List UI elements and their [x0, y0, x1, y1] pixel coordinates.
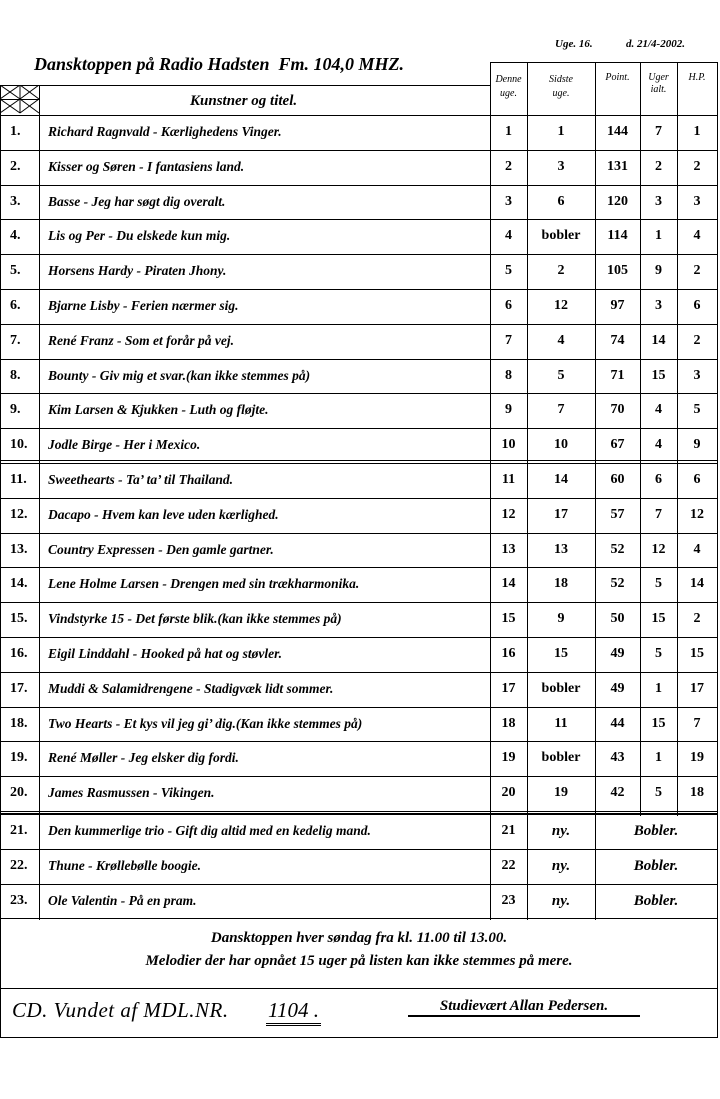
weeks-total: 1	[655, 228, 662, 244]
last-week-position: 12	[554, 298, 568, 313]
new-entry-label: ny.	[551, 857, 571, 874]
rank-number: 23.	[10, 892, 28, 908]
table-bottom-border	[0, 1037, 718, 1038]
this-week-position: 7	[505, 332, 512, 348]
song-title: Kisser og Søren - I fantasiens land.	[48, 158, 245, 174]
this-week-position: 1	[505, 124, 512, 139]
this-week-position: 5	[505, 263, 512, 279]
highest-position: 6	[693, 472, 701, 487]
row-divider	[0, 185, 718, 186]
rank-number: 13.	[10, 541, 28, 557]
this-week-position: 10	[501, 437, 516, 453]
week-label: Uge. 16.	[555, 38, 593, 50]
song-title: Muddi & Salamidrengene - Stadigvæk lidt sommer.	[48, 680, 334, 696]
weeks-total: 7	[655, 506, 662, 522]
points-value: 49	[610, 680, 625, 696]
weeks-total: 4	[655, 402, 662, 418]
row-divider	[0, 567, 718, 568]
last-week-position: 7	[557, 402, 565, 418]
points-value: 97	[610, 298, 625, 313]
points-value: 74	[610, 332, 625, 348]
row-divider	[0, 359, 718, 360]
points-value: 52	[610, 576, 625, 592]
rank-col-divider	[39, 85, 40, 920]
last-week-position: 15	[554, 646, 568, 661]
row-divider	[0, 776, 718, 777]
rank-number: 12.	[10, 506, 28, 522]
rank-number: 14.	[10, 576, 28, 592]
row-divider	[0, 324, 718, 325]
last-week-position: 6	[557, 193, 565, 209]
song-title: Den kummerlige trio - Gift dig altid med en kedelig mand.	[48, 823, 371, 838]
footer-line-2: Melodier der har opnået 15 uger på listen kan ikke stemmes på mere.	[145, 953, 573, 969]
last-week-position: 3	[557, 158, 565, 174]
last-week-position: 14	[554, 472, 568, 487]
song-title: Thune - Krøllebølle boogie.	[48, 857, 201, 873]
highest-position: 14	[690, 576, 704, 592]
this-week-position: 11	[501, 472, 516, 487]
weeks-total: 12	[651, 541, 666, 557]
weeks-total: 3	[655, 298, 662, 313]
points-value: 60	[610, 472, 625, 487]
last-week-position: 1	[557, 124, 565, 139]
weeks-total: 1	[655, 680, 662, 696]
rank-number: 11.	[10, 472, 27, 487]
this-week-position: 2	[505, 158, 512, 174]
weeks-total: 2	[655, 158, 662, 174]
rank-number: 1.	[10, 124, 21, 139]
weeks-total: 6	[655, 472, 662, 487]
highest-position: 3	[693, 367, 701, 383]
this-week-position: 8	[505, 367, 512, 383]
rank-number: 19.	[10, 750, 28, 766]
col-header-hp: H.P.	[688, 72, 706, 83]
row-divider	[0, 637, 718, 638]
points-value: 50	[610, 611, 625, 627]
last-week-position: bobler	[541, 228, 581, 244]
row-divider	[0, 219, 718, 220]
last-week-position: 4	[557, 332, 565, 348]
this-week-position: 22	[501, 857, 516, 873]
rank-number: 6.	[10, 298, 21, 313]
crossed-box-icon	[0, 85, 40, 115]
row-divider	[0, 533, 718, 534]
row-divider	[0, 393, 718, 394]
rank-number: 15.	[10, 611, 28, 627]
footer-line-1: Dansktoppen hver søndag fra kl. 11.00 til 13.00.	[210, 930, 508, 946]
rank-number: 2.	[10, 158, 21, 174]
song-title: Sweethearts - Ta’ ta’ til Thailand.	[48, 472, 234, 487]
footer-top-divider	[0, 918, 718, 919]
new-entry-label: ny.	[551, 892, 571, 909]
row-divider	[0, 849, 718, 850]
weeks-total: 14	[651, 332, 666, 348]
song-title: Eigil Linddahl - Hooked på hat og støvler.	[48, 646, 283, 661]
bubbler-status: Bobler.	[633, 823, 679, 839]
song-title: Ole Valentin - På en pram.	[48, 892, 197, 908]
highest-position: 2	[693, 158, 701, 174]
points-value: 120	[607, 193, 628, 209]
this-week-position: 15	[501, 611, 516, 627]
this-week-position: 16	[501, 646, 516, 661]
col-header-this-2: uge.	[500, 88, 517, 99]
points-value: 105	[607, 263, 628, 279]
points-value: 49	[610, 646, 625, 661]
highest-position: 15	[690, 646, 704, 661]
rank-number: 4.	[10, 228, 21, 244]
page-title: Dansktoppen på Radio Hadsten Fm. 104,0 MHZ.	[34, 54, 405, 74]
points-value: 114	[607, 228, 628, 244]
bubbler-status: Bobler.	[633, 857, 679, 874]
song-title: Jodle Birge - Her i Mexico.	[48, 437, 201, 453]
highest-position: 12	[690, 506, 704, 522]
this-week-position: 21	[501, 823, 516, 838]
song-title: René Franz - Som et forår på vej.	[48, 332, 235, 348]
this-week-position: 20	[501, 785, 516, 801]
points-value: 70	[610, 402, 625, 418]
song-title: Lis og Per - Du elskede kun mig.	[48, 228, 231, 244]
row-divider	[0, 498, 718, 499]
rank-number: 20.	[10, 785, 28, 801]
rank-number: 5.	[10, 263, 21, 279]
rank-number: 9.	[10, 402, 21, 418]
row-divider	[0, 428, 718, 429]
this-week-position: 17	[501, 680, 516, 696]
section-divider	[0, 460, 718, 461]
last-week-position: 2	[557, 263, 565, 279]
last-week-position: 5	[557, 367, 565, 383]
highest-position: 1	[693, 124, 701, 139]
highest-position: 9	[693, 437, 701, 453]
weeks-total: 4	[655, 437, 662, 453]
rank-number: 17.	[10, 680, 28, 696]
row-divider	[0, 602, 718, 603]
last-week-position: bobler	[541, 680, 581, 696]
points-value: 57	[610, 506, 625, 522]
highest-position: 17	[690, 680, 704, 696]
this-week-position: 12	[501, 506, 516, 522]
last-week-position: 13	[554, 541, 568, 557]
highest-position: 7	[693, 715, 701, 731]
points-value: 42	[610, 785, 625, 801]
col-header-last-2: uge.	[552, 88, 570, 99]
points-value: 144	[607, 124, 628, 139]
table-top-border-right	[490, 62, 718, 63]
song-title: Basse - Jeg har søgt dig overalt.	[48, 193, 226, 209]
points-value: 52	[610, 541, 625, 557]
this-week-position: 19	[501, 750, 516, 766]
highest-position: 2	[693, 611, 701, 627]
bubbler-status: Bobler.	[633, 892, 679, 909]
col-header-this-1: Denne	[495, 74, 522, 85]
rank-number: 21.	[10, 823, 28, 838]
row-divider	[0, 741, 718, 742]
col-header-points: Point.	[605, 72, 630, 83]
highest-position: 2	[693, 263, 701, 279]
highest-position: 4	[693, 541, 701, 557]
table-right-border	[717, 62, 718, 1038]
highest-position: 4	[693, 228, 701, 244]
weeks-total: 15	[651, 715, 666, 731]
highest-position: 6	[693, 298, 701, 313]
this-week-position: 4	[505, 228, 512, 244]
weeks-total: 15	[651, 611, 666, 627]
this-week-position: 18	[501, 715, 516, 731]
rank-number: 8.	[10, 367, 21, 383]
song-title: Dacapo - Hvem kan leve uden kærlighed.	[48, 506, 279, 522]
this-week-position: 14	[501, 576, 516, 592]
footer-divider	[0, 988, 718, 989]
cd-winner-number: 1104 .	[266, 998, 321, 1026]
highest-position: 2	[693, 332, 701, 348]
col-header-last-1: Sidste	[549, 74, 573, 85]
last-week-position: 19	[554, 785, 568, 801]
weeks-total: 5	[655, 646, 662, 661]
song-title: Lene Holme Larsen - Drengen med sin trækharmonika.	[48, 576, 360, 592]
song-title: Horsens Hardy - Piraten Jhony.	[48, 263, 227, 279]
table-left-border	[0, 85, 1, 1038]
song-title: Richard Ragnvald - Kærlighedens Vinger.	[48, 124, 282, 139]
this-week-position: 3	[505, 193, 512, 209]
weeks-total: 7	[655, 124, 662, 139]
song-title: James Rasmussen - Vikingen.	[48, 785, 215, 801]
row-divider	[0, 672, 718, 673]
weeks-total: 1	[655, 750, 662, 766]
points-value: 44	[610, 715, 625, 731]
points-value: 131	[607, 158, 628, 174]
row-divider	[0, 254, 718, 255]
row-divider	[0, 115, 718, 116]
song-title: Country Expressen - Den gamle gartner.	[48, 541, 274, 557]
points-value: 71	[610, 367, 625, 383]
artist-column-header: Kunstner og titel.	[190, 93, 298, 109]
row-divider	[0, 289, 718, 290]
row-divider	[0, 463, 718, 464]
last-week-position: 18	[554, 576, 568, 592]
table-top-border	[0, 85, 490, 86]
highest-position: 5	[693, 402, 701, 418]
col-header-weeks-2: ialt.	[650, 84, 667, 95]
song-title: Kim Larsen & Kjukken - Luth og fløjte.	[48, 402, 269, 418]
highest-position: 3	[693, 193, 701, 209]
this-week-position: 23	[501, 892, 516, 908]
col-header-weeks-1: Uger	[648, 72, 669, 83]
points-value: 43	[610, 750, 625, 766]
weeks-total: 5	[655, 576, 662, 592]
host-name: Studievært Allan Pedersen.	[408, 998, 640, 1017]
cd-winner-label: CD. Vundet af MDL.NR.	[12, 998, 229, 1022]
song-title: Vindstyrke 15 - Det første blik.(kan ikke stemmes på)	[48, 611, 342, 627]
last-week-position: bobler	[541, 750, 581, 766]
row-divider	[0, 884, 718, 885]
rank-number: 18.	[10, 715, 28, 731]
this-week-position: 13	[501, 541, 516, 557]
rank-number: 16.	[10, 646, 28, 661]
weeks-total: 9	[655, 263, 662, 279]
rank-number: 7.	[10, 332, 21, 348]
rank-number: 10.	[10, 437, 28, 453]
last-week-position: 9	[557, 611, 565, 627]
last-week-position: 10	[554, 437, 568, 453]
rank-number: 22.	[10, 857, 28, 873]
last-week-position: 17	[554, 506, 568, 522]
weeks-total: 15	[651, 367, 666, 383]
song-title: Bounty - Giv mig et svar.(kan ikke stemmes på)	[48, 367, 311, 383]
last-week-position: 11	[554, 715, 568, 731]
date-label: d. 21/4-2002.	[626, 38, 685, 50]
weeks-total: 5	[655, 785, 662, 801]
weeks-total: 3	[655, 193, 662, 209]
points-value: 67	[610, 437, 625, 453]
new-entry-label: ny.	[551, 823, 571, 839]
row-divider	[0, 150, 718, 151]
highest-position: 18	[690, 785, 704, 801]
song-title: Bjarne Lisby - Ferien nærmer sig.	[48, 298, 239, 313]
row-divider	[0, 707, 718, 708]
rank-number: 3.	[10, 193, 21, 209]
this-week-position: 9	[505, 402, 512, 418]
highest-position: 19	[690, 750, 704, 766]
song-title: René Møller - Jeg elsker dig fordi.	[48, 750, 239, 766]
this-week-position: 6	[505, 298, 512, 313]
section-divider	[0, 811, 718, 812]
song-title: Two Hearts - Et kys vil jeg gi’ dig.(Kan ikke stemmes på)	[48, 715, 363, 731]
